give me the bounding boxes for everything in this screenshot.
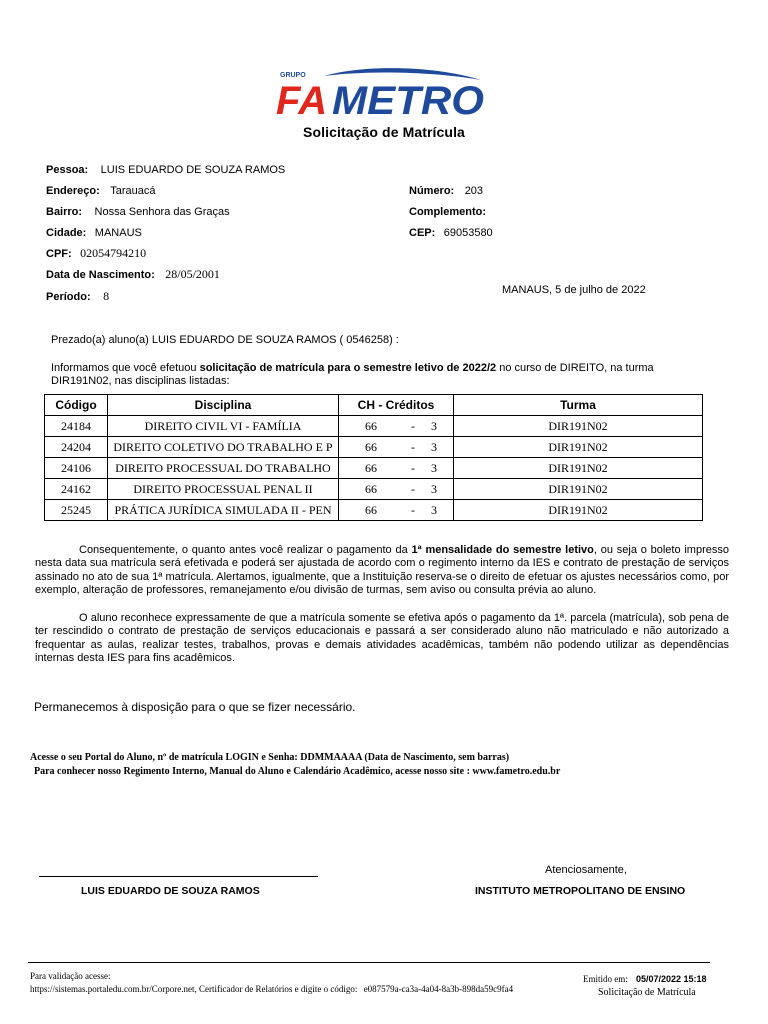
cell-ch (339, 437, 454, 458)
cidade-value: MANAUS (94, 227, 142, 239)
bairro-row (46, 202, 230, 220)
ch-sep: - (411, 502, 415, 517)
cell-codigo: 24162 (45, 479, 108, 500)
logo-group-text: GRUPO (280, 72, 306, 79)
table-row (45, 437, 703, 458)
creditos-value: 3 (431, 460, 437, 475)
cell-turma: DIR191N02 (454, 416, 703, 437)
ch-sep: - (411, 439, 415, 454)
endereco-value: Tarauacá (110, 185, 156, 197)
intro-line1 (51, 362, 701, 375)
intro-text-a: Informamos que você efetuou (51, 362, 200, 374)
footer-emitido-label: Emitido em: (583, 974, 628, 984)
creditos-value: 3 (431, 481, 437, 496)
footer-doc-name: Solicitação de Matrícula (598, 987, 696, 998)
signature-institution: INSTITUTO METROPOLITANO DE ENSINO (475, 885, 686, 897)
cell-disciplina: PRÁTICA JURÍDICA SIMULADA II - PEN (108, 500, 339, 521)
atenciosamente: Atenciosamente, (545, 864, 627, 876)
header-disciplina: Disciplina (108, 395, 339, 416)
nascimento-row (46, 265, 220, 283)
intro-line2: DIR191N02, nas disciplinas listadas: (51, 375, 230, 387)
footer-divider (28, 962, 710, 963)
cell-ch (339, 500, 454, 521)
ch-value: 66 (365, 439, 377, 454)
numero-row (409, 181, 483, 199)
cidade-label: Cidade: (46, 227, 87, 239)
complemento-row (409, 202, 486, 220)
ch-value: 66 (365, 481, 377, 496)
ch-sep: - (411, 460, 415, 475)
bairro-label: Bairro: (46, 206, 83, 218)
endereco-label: Endereço: (46, 185, 100, 197)
cell-turma: DIR191N02 (454, 437, 703, 458)
signature-student-name: LUIS EDUARDO DE SOUZA RAMOS (81, 885, 260, 897)
cpf-label: CPF: (46, 248, 72, 260)
footer-emitido (583, 974, 707, 984)
ch-sep: - (411, 418, 415, 433)
ch-value: 66 (365, 418, 377, 433)
periodo-row (46, 287, 109, 305)
cell-codigo: 25245 (45, 500, 108, 521)
logo-fa-text: FA (276, 79, 328, 122)
cell-disciplina: DIREITO PROCESSUAL PENAL II (108, 479, 339, 500)
cep-value: 69053580 (443, 227, 493, 239)
greeting: Prezado(a) aluno(a) LUIS EDUARDO DE SOUZA RAMOS ( 0546258) : (51, 334, 399, 346)
numero-label: Número: (409, 185, 455, 197)
cell-codigo: 24184 (45, 416, 108, 437)
cpf-row (46, 244, 146, 262)
header-codigo: Código (45, 395, 108, 416)
portal-login-info: Acesse o seu Portal do Aluno, nº de matrícula LOGIN e Senha: DDMMAAAA (Data de Nascimento, sem barras) (30, 752, 510, 763)
document-title: Solicitação de Matrícula (303, 124, 465, 140)
cell-ch (339, 479, 454, 500)
signature-line (39, 876, 318, 877)
footer-emitido-value: 05/07/2022 15:18 (636, 974, 707, 984)
table-row (45, 458, 703, 479)
paragraph-payment-a: Consequentemente, o quanto antes você realizar o pagamento da (79, 544, 412, 556)
paragraph-acknowledgement: O aluno reconhece expressamente de que a matrícula somente se efetiva após o pagamento da 1ª. parcela (matrícula), sob pena de ter rescindido o contrato de prestação de serviços educacionais e passará a ser considerado aluno não matriculado e não autorizado a frequentar as aulas, realizar testes, trabalhos, provas e demais atividades acadêmicas, também não podendo utilizar as dependências internas desta IES para fins acadêmicos. (35, 612, 729, 665)
complemento-label: Complemento: (409, 206, 486, 218)
endereco-row (46, 181, 156, 199)
periodo-label: Período: (46, 291, 91, 303)
ch-value: 66 (365, 460, 377, 475)
cell-turma: DIR191N02 (454, 479, 703, 500)
portal-site-info: Para conhecer nosso Regimento Interno, Manual do Aluno e Calendário Acadêmico, acesse nosso site : www.fametro.edu.br (34, 766, 561, 777)
cell-disciplina: DIREITO COLETIVO DO TRABALHO E P (108, 437, 339, 458)
ch-sep: - (411, 481, 415, 496)
cell-ch (339, 416, 454, 437)
footer-url (30, 984, 513, 994)
numero-value: 203 (464, 185, 484, 197)
intro-text-b: no curso de DIREITO, na turma (496, 362, 654, 374)
intro-bold: solicitação de matrícula para o semestre letivo de 2022/2 (199, 362, 497, 374)
header-turma: Turma (454, 395, 703, 416)
creditos-value: 3 (431, 502, 437, 517)
paragraph-payment-bold: 1ª mensalidade do semestre letivo (411, 544, 594, 556)
cell-disciplina: DIREITO CIVIL VI - FAMÍLIA (108, 416, 339, 437)
paragraph-payment-c: , ou seja o boleto impresso nesta data sua matrícula será efetivada e poderá ser ajustada de acordo com o regimento interno da IES e contrato de prestação de serviços assinado no ato de sua 1ª matrícula. Alertamos, igualmente, que a Instituição reserva-se o direito de efetuar os ajustes necessários como, por exemplo, alteração de professores, remanejamento e/ou divisão de turmas, sem aviso ou consulta prévia ao aluno. (35, 544, 729, 597)
nascimento-value: 28/05/2001 (165, 267, 220, 281)
ch-value: 66 (365, 502, 377, 517)
pessoa-row (46, 160, 285, 178)
cell-ch (339, 458, 454, 479)
creditos-value: 3 (431, 439, 437, 454)
header-ch: CH - Créditos (339, 395, 454, 416)
cpf-value: 02054794210 (80, 246, 147, 260)
table-row (45, 479, 703, 500)
cell-turma: DIR191N02 (454, 500, 703, 521)
footer-code: e087579a-ca3a-4a04-8a3b-898da59c9fa4 (363, 984, 514, 994)
table-row (45, 416, 703, 437)
footer-url-text: https://sistemas.portaledu.com.br/Corpore.net, Certificador de Relatórios e digite o código: (30, 984, 358, 994)
cep-label: CEP: (409, 227, 436, 239)
cell-disciplina: DIREITO PROCESSUAL DO TRABALHO (108, 458, 339, 479)
cell-codigo: 24106 (45, 458, 108, 479)
pessoa-value: LUIS EDUARDO DE SOUZA RAMOS (100, 164, 286, 176)
fametro-logo (276, 66, 488, 122)
paragraph-payment (35, 544, 729, 598)
creditos-value: 3 (431, 418, 437, 433)
nascimento-label: Data de Nascimento: (46, 269, 155, 281)
bairro-value: Nossa Senhora das Graças (94, 206, 230, 218)
cidade-row (46, 223, 142, 241)
table-row (45, 500, 703, 521)
periodo-value: 8 (103, 289, 110, 303)
disciplines-table (44, 394, 703, 521)
logo-metro-text: METRO (332, 79, 484, 122)
pessoa-label: Pessoa: (46, 164, 89, 176)
closing-text: Permanecemos à disposição para o que se fizer necessário. (34, 700, 356, 714)
table-header-row (45, 395, 703, 416)
footer-validacao: Para validação acesse: (30, 971, 111, 981)
cell-turma: DIR191N02 (454, 458, 703, 479)
cep-row (409, 223, 493, 241)
date-place: MANAUS, 5 de julho de 2022 (502, 284, 646, 296)
cell-codigo: 24204 (45, 437, 108, 458)
